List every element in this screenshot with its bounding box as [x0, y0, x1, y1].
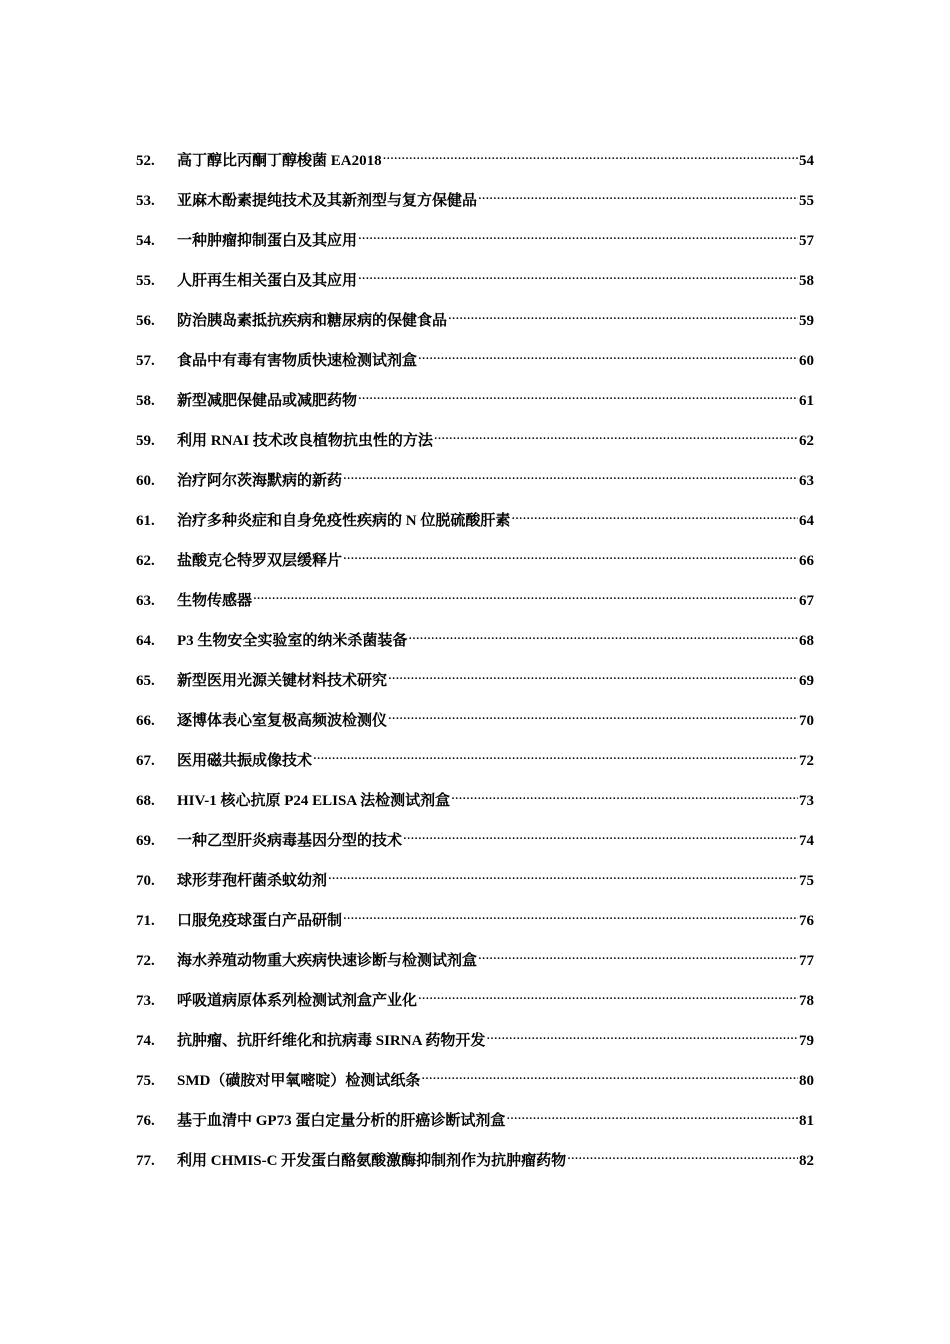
toc-entry-title: P3 生物安全实验室的纳米杀菌装备: [177, 633, 408, 649]
toc-entry-number: 76.: [136, 1113, 155, 1129]
toc-leader-dots: [343, 545, 798, 565]
toc-entry-page: 73: [799, 793, 814, 809]
toc-entry[interactable]: [136, 185, 814, 225]
toc-leader-dots: [408, 625, 798, 645]
toc-entry-title: 亚麻木酚素提纯技术及其新剂型与复方保健品: [177, 193, 478, 209]
toc-entry-number: 56.: [136, 313, 155, 329]
toc-entry-number: 74.: [136, 1033, 155, 1049]
toc-entry-page: 60: [799, 353, 814, 369]
toc-entry-page: 68: [799, 633, 814, 649]
table-of-contents: [136, 145, 814, 1185]
toc-entry-page: 75: [799, 873, 814, 889]
toc-entry-number: 75.: [136, 1073, 155, 1089]
toc-entry-page: 77: [799, 953, 814, 969]
toc-entry-page: 74: [799, 833, 814, 849]
toc-entry-number: 71.: [136, 913, 155, 929]
toc-leader-dots: [434, 425, 798, 445]
toc-entry-title: 高丁醇比丙酮丁醇梭菌 EA2018: [177, 153, 382, 169]
toc-entry-page: 80: [799, 1073, 814, 1089]
toc-entry[interactable]: [136, 225, 814, 265]
toc-entry-title: 食品中有毒有害物质快速检测试剂盒: [177, 353, 418, 369]
toc-entry-number: 73.: [136, 993, 155, 1009]
toc-entry-page: 63: [799, 473, 814, 489]
toc-entry-number: 54.: [136, 233, 155, 249]
toc-entry-title: 抗肿瘤、抗肝纤维化和抗病毒 SIRNA 药物开发: [177, 1033, 486, 1049]
toc-entry-page: 66: [799, 553, 814, 569]
toc-entry-number: 55.: [136, 273, 155, 289]
toc-entry-page: 78: [799, 993, 814, 1009]
toc-entry-number: 77.: [136, 1153, 155, 1169]
toc-entry-number: 64.: [136, 633, 155, 649]
toc-entry-number: 68.: [136, 793, 155, 809]
toc-leader-dots: [313, 745, 798, 765]
toc-entry-page: 55: [799, 193, 814, 209]
toc-entry-title: 治疗多种炎症和自身免疫性疾病的 N 位脱硫酸肝素: [177, 513, 511, 529]
toc-entry-page: 54: [799, 153, 814, 169]
toc-leader-dots: [448, 305, 798, 325]
toc-entry[interactable]: [136, 785, 814, 825]
toc-entry[interactable]: [136, 745, 814, 785]
toc-leader-dots: [486, 1025, 798, 1045]
toc-entry-page: 81: [799, 1113, 814, 1129]
toc-entry-number: 52.: [136, 153, 155, 169]
toc-entry-number: 59.: [136, 433, 155, 449]
toc-entry-title: 一种肿瘤抑制蛋白及其应用: [177, 233, 358, 249]
toc-entry-number: 57.: [136, 353, 155, 369]
toc-entry-title: 盐酸克仑特罗双层缓释片: [177, 553, 343, 569]
toc-entry-title: 新型医用光源关键材料技术研究: [177, 673, 388, 689]
toc-leader-dots: [506, 1105, 798, 1125]
toc-entry-title: 海水养殖动物重大疾病快速诊断与检测试剂盒: [177, 953, 478, 969]
toc-entry-title: 利用 RNAI 技术改良植物抗虫性的方法: [177, 433, 433, 449]
toc-leader-dots: [358, 385, 798, 405]
toc-entry-number: 72.: [136, 953, 155, 969]
toc-entry-number: 62.: [136, 553, 155, 569]
toc-entry[interactable]: [136, 585, 814, 625]
toc-entry[interactable]: [136, 265, 814, 305]
toc-entry-page: 76: [799, 913, 814, 929]
toc-leader-dots: [383, 145, 798, 165]
toc-entry-title: HIV-1 核心抗原 P24 ELISA 法检测试剂盒: [177, 793, 451, 809]
toc-leader-dots: [388, 665, 798, 685]
toc-entry[interactable]: [136, 1105, 814, 1145]
toc-entry-page: 70: [799, 713, 814, 729]
toc-leader-dots: [253, 585, 798, 605]
toc-entry-title: 逐博体表心室复极高频波检测仪: [177, 713, 388, 729]
toc-entry[interactable]: [136, 1025, 814, 1065]
toc-leader-dots: [358, 265, 798, 285]
toc-entry[interactable]: [136, 345, 814, 385]
toc-entry[interactable]: [136, 1145, 814, 1185]
toc-entry[interactable]: [136, 945, 814, 985]
toc-entry[interactable]: [136, 865, 814, 905]
toc-entry[interactable]: [136, 465, 814, 505]
toc-entry-number: 65.: [136, 673, 155, 689]
toc-entry-page: 79: [799, 1033, 814, 1049]
toc-entry-title: 防治胰岛素抵抗疾病和糖尿病的保健食品: [177, 313, 448, 329]
toc-entry-title: SMD（磺胺对甲氧嘧啶）检测试纸条: [177, 1073, 421, 1089]
toc-entry-number: 66.: [136, 713, 155, 729]
toc-entry-number: 63.: [136, 593, 155, 609]
toc-leader-dots: [418, 345, 798, 365]
toc-leader-dots: [567, 1145, 798, 1165]
toc-entry[interactable]: [136, 905, 814, 945]
toc-leader-dots: [418, 985, 798, 1005]
toc-entry-title: 医用磁共振成像技术: [177, 753, 313, 769]
toc-leader-dots: [328, 865, 798, 885]
toc-entry[interactable]: [136, 705, 814, 745]
toc-leader-dots: [358, 225, 798, 245]
toc-entry-title: 生物传感器: [177, 593, 253, 609]
toc-entry-page: 69: [799, 673, 814, 689]
toc-entry-title: 球形芽孢杆菌杀蚊幼剂: [177, 873, 328, 889]
toc-entry-title: 利用 CHMIS-C 开发蛋白酪氨酸激酶抑制剂作为抗肿瘤药物: [177, 1153, 567, 1169]
toc-entry-page: 59: [799, 313, 814, 329]
toc-entry[interactable]: [136, 385, 814, 425]
toc-leader-dots: [388, 705, 798, 725]
toc-entry-page: 82: [799, 1153, 814, 1169]
toc-leader-dots: [343, 905, 798, 925]
toc-entry-title: 人肝再生相关蛋白及其应用: [177, 273, 358, 289]
toc-entry[interactable]: [136, 625, 814, 665]
toc-entry-number: 58.: [136, 393, 155, 409]
toc-entry[interactable]: [136, 425, 814, 465]
toc-entry-title: 治疗阿尔茨海默病的新药: [177, 473, 343, 489]
toc-entry[interactable]: [136, 145, 814, 185]
toc-entry[interactable]: [136, 1065, 814, 1105]
toc-entry-number: 53.: [136, 193, 155, 209]
toc-entry-page: 57: [799, 233, 814, 249]
toc-entry[interactable]: [136, 825, 814, 865]
toc-entry-page: 64: [799, 513, 814, 529]
toc-entry-title: 一种乙型肝炎病毒基因分型的技术: [177, 833, 403, 849]
toc-entry-title: 基于血清中 GP73 蛋白定量分析的肝癌诊断试剂盒: [177, 1113, 506, 1129]
toc-leader-dots: [421, 1065, 798, 1085]
toc-entry-number: 60.: [136, 473, 155, 489]
toc-entry[interactable]: [136, 985, 814, 1025]
toc-entry-title: 呼吸道病原体系列检测试剂盒产业化: [177, 993, 418, 1009]
toc-entry-title: 新型减肥保健品或减肥药物: [177, 393, 358, 409]
toc-entry-number: 61.: [136, 513, 155, 529]
toc-entry[interactable]: [136, 665, 814, 705]
toc-leader-dots: [511, 505, 798, 525]
toc-entry-number: 70.: [136, 873, 155, 889]
toc-leader-dots: [478, 945, 798, 965]
toc-entry-page: 61: [799, 393, 814, 409]
toc-entry-number: 69.: [136, 833, 155, 849]
toc-leader-dots: [343, 465, 798, 485]
toc-entry-title: 口服免疫球蛋白产品研制: [177, 913, 343, 929]
toc-entry-page: 72: [799, 753, 814, 769]
toc-entry[interactable]: [136, 545, 814, 585]
toc-entry[interactable]: [136, 305, 814, 345]
toc-entry[interactable]: [136, 505, 814, 545]
toc-leader-dots: [451, 785, 798, 805]
toc-leader-dots: [403, 825, 798, 845]
toc-entry-number: 67.: [136, 753, 155, 769]
toc-entry-page: 62: [799, 433, 814, 449]
toc-entry-page: 58: [799, 273, 814, 289]
toc-leader-dots: [478, 185, 798, 205]
toc-entry-page: 67: [799, 593, 814, 609]
